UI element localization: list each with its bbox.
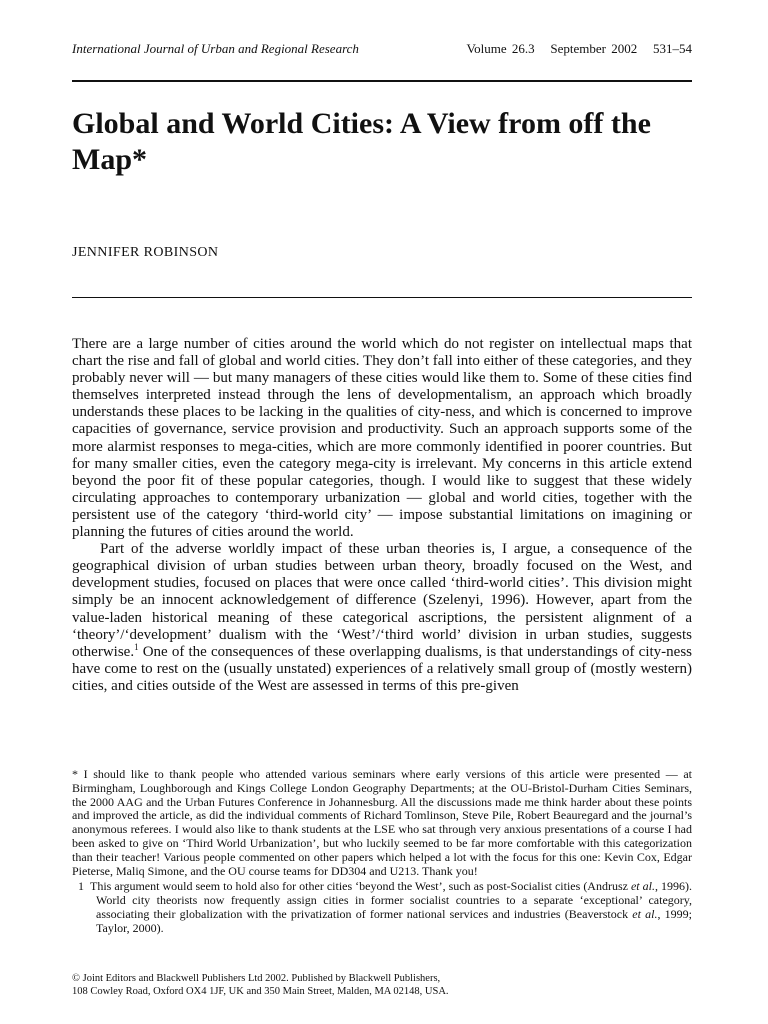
header-rule xyxy=(72,80,692,82)
paragraph-2-part-b: One of the consequences of these overlapping dualisms, is that understandings of city-ness have come to rest on the (usually unstated) experiences of a relatively small group of (mostly western) cities, and cities outside of the West are assessed in terms of this pre-given xyxy=(72,643,692,694)
abstract-rule xyxy=(72,297,692,298)
copyright-line-2: 108 Cowley Road, Oxford OX4 1JF, UK and 350 Main Street, Malden, MA 02148, USA. xyxy=(72,985,449,997)
footnote-1-number: 1 xyxy=(78,879,84,894)
issue-date: September 2002 xyxy=(550,41,638,56)
page-range: 531–54 xyxy=(653,41,692,56)
paragraph-1: There are a large number of cities around the world which do not register on intellectual maps that chart the rise and fall of global and world cities. They don’t fall into either of these categories, and they probably never will — but many managers of these cities would like them to. Some of these cities find themselves interpreted instead through the lens of developmentalism, an approach which broadly understands these places to be lacking in the qualities of city-ness, and which is concerned to improve capacities of governance, service provision and productivity. Such an approach supports some of the more alarmist responses to mega-cities, which are more commonly identified in poorer countries. But for many smaller cities, even the category mega-city is irrelevant. My concerns in this article extend beyond the poor fit of these popular categories, though. I would like to suggest that these widely circulating approaches to contemporary urbanization — global and world cities, together with the persistent use of the category ‘third-world city’ — impose substantial limitations on imagining or planning the futures of cities around the world. xyxy=(72,336,692,541)
running-header xyxy=(72,40,692,58)
footnote-1-text-c: , 1999; Taylor, 2000). xyxy=(96,906,692,935)
footnote-1-text-a: This argument would seem to hold also for other cities ‘beyond the West’, such as post-Socialist cities (Andrusz xyxy=(90,879,631,894)
journal-name: International Journal of Urban and Regional Research xyxy=(72,41,359,56)
paragraph-2 xyxy=(72,541,692,695)
footnote-1-etal-b: et al. xyxy=(632,906,658,921)
copyright-line-1: © Joint Editors and Blackwell Publishers Ltd 2002. Published by Blackwell Publishers, xyxy=(72,973,441,984)
footnote-ref-1: 1 xyxy=(134,641,139,652)
footnote-1 xyxy=(72,880,692,935)
footnotes xyxy=(72,768,692,936)
acknowledgement-note: * I should like to thank people who attended various seminars where early versions of this article were presented — at Birmingham, Loughborough and Kings College London Geography Departments; at the OU-Bristol-Durham Cities Seminars, the 2000 AAG and the Urban Futures Conference in Johannesburg. All the discussions made me think harder about these points and improved the article, as did the individual comments of Richard Tomlinson, Steve Pile, Robert Beauregard and the journal’s anonymous referees. I would also like to thank students at the LSE who sat through very anxious presentations of a course I had been asked to give on ‘Third World Urbanization’, but who luckily seemed to be far more comfortable with this categorization than their teacher! Various people commented on other papers which helped a lot with the focus for this one: Kevin Cox, Edgar Pieterse, Maliq Simone, and the OU course teams for DD304 and U213. Thank you! xyxy=(72,767,692,878)
author-name: JENNIFER ROBINSON xyxy=(72,245,219,260)
copyright-footer xyxy=(72,973,692,998)
article-title: Global and World Cities: A View from off the Map* xyxy=(72,107,651,176)
volume: Volume 26.3 xyxy=(466,41,535,56)
paragraph-2-part-a: Part of the adverse worldly impact of these urban theories is, I argue, a consequence of the geographical division of urban studies between urban theory, broadly focused on the West, and development studies, focused on places that were once called ‘third-world cities’. This division might simply be an innocent acknowledgement of difference (Szelenyi, 1996). However, apart from the value-laden historical meaning of these categorical ascriptions, the persistent alignment of a ‘theory’/‘development’ dualism with the ‘West’/‘third world’ division in urban studies, suggests otherwise. xyxy=(72,541,692,660)
footnote-1-etal-a: et al. xyxy=(630,879,655,894)
article-body xyxy=(72,336,692,695)
issue-info xyxy=(466,40,692,58)
footnote-1-text-b: , 1996). World city theorists now frequently assign cities in former socialist countries to a separate ‘exceptional’ category, associating their globalization with the privatization of former national services and industries (Beaverstock xyxy=(96,879,693,921)
